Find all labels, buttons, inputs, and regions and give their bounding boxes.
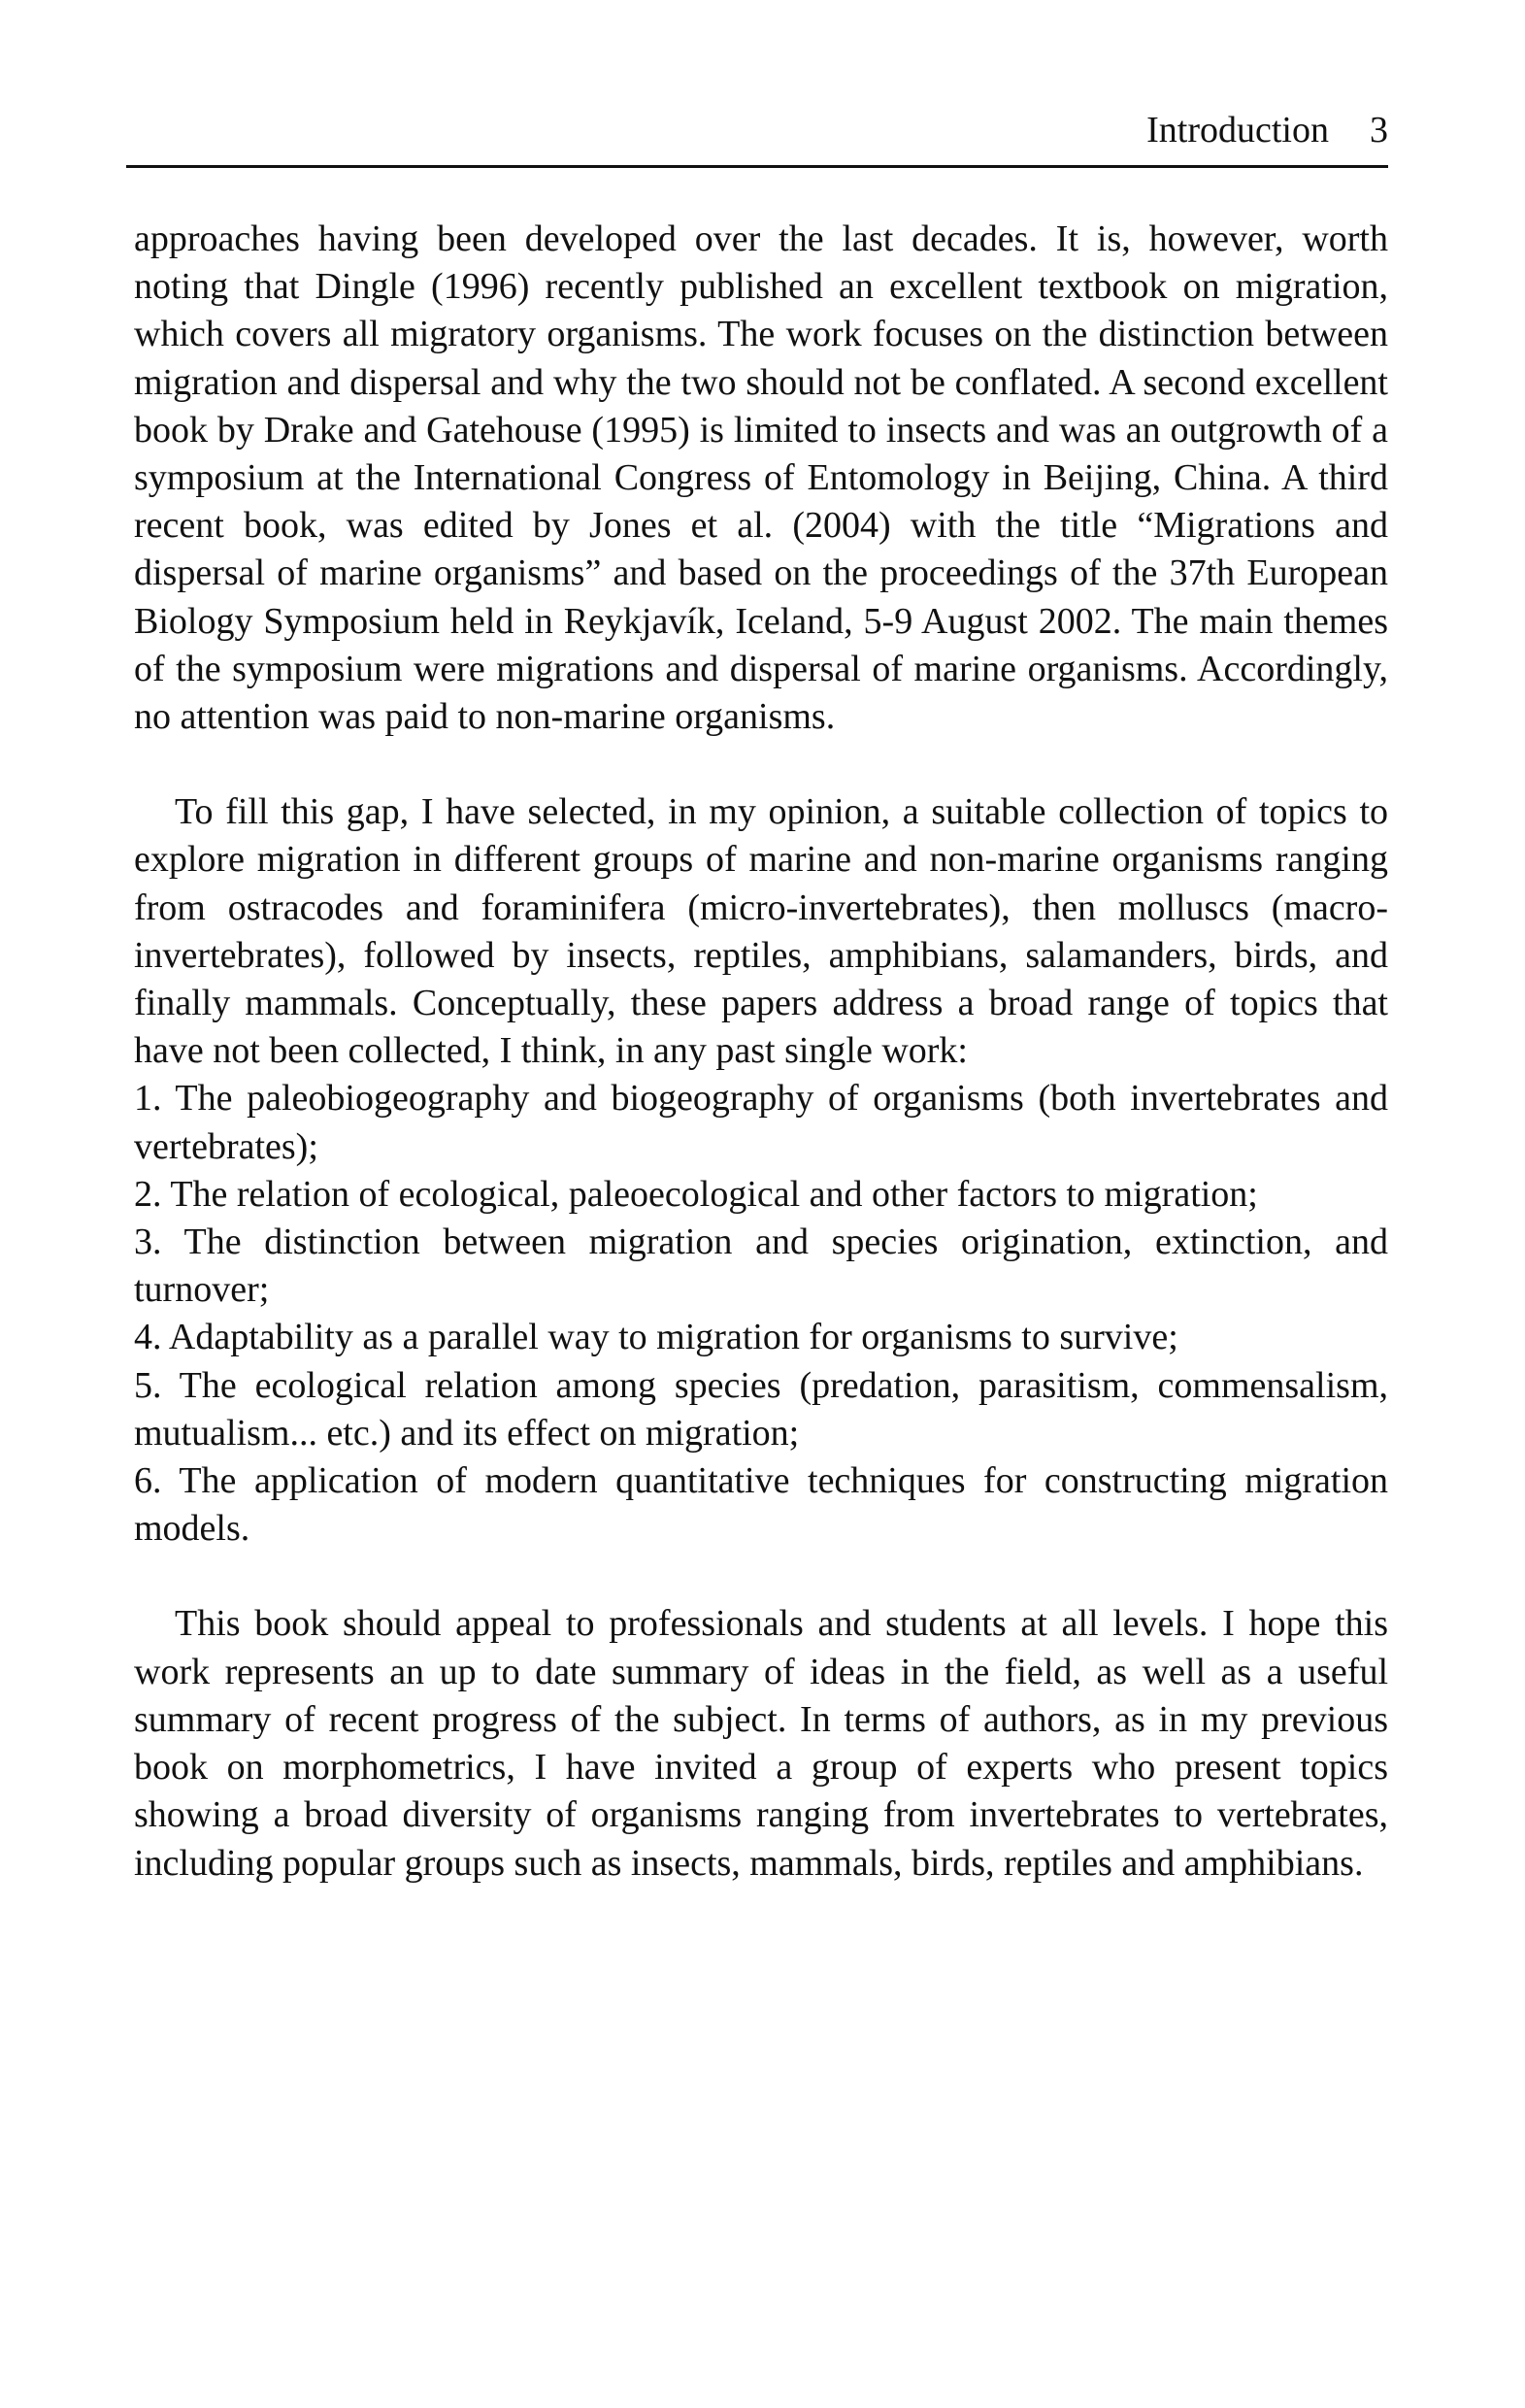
list-item-6: 6. The application of modern quantitative techniques for constructing migration models.	[134, 1460, 1388, 1550]
paragraph-2: To fill this gap, I have selected, in my opinion, a suitable collection of topics to explore migration in different groups of marine and non-marine organisms ranging from ostracodes and foraminifera (micro-invertebrates), then molluscs (macro-invertebrates), followed by insects, reptiles, amphibians, salamanders, birds, and finally mammals. Conceptually, these papers address a broad range of topics that have not been collected, I think, in any past single work:	[134, 791, 1388, 1072]
list-item-2: 2. The relation of ecological, paleoecological and other factors to migration;	[134, 1173, 1258, 1215]
body-text	[134, 216, 1388, 1888]
running-head-title: Introduction	[1146, 110, 1329, 150]
paragraph-3: This book should appeal to professionals and students at all levels. I hope this work represents an up to date summary of ideas in the field, as well as a useful summary of recent progress of the subject. In terms of authors, as in my previous book on morphometrics, I have invited a group of experts who present topics showing a broad diversity of organisms ranging from invertebrates to vertebrates, including popular groups such as insects, mammals, birds, reptiles and amphibians.	[134, 1603, 1388, 1884]
paragraph-1: approaches having been developed over the last decades. It is, however, worth noting that Dingle (1996) recently published an excellent textbook on migration, which covers all migratory organisms. The work focuses on the distinction between migration and dispersal and why the two should not be conflated. A second excellent book by Drake and Gatehouse (1995) is limited to insects and was an outgrowth of a symposium at the International Congress of Entomology in Beijing, China. A third recent book, was edited by Jones et al. (2004) with the title “Migrations and dispersal of marine organisms” and based on the proceedings of the 37th European Biology Symposium held in Reykjavík, Iceland, 5-9 August 2002. The main themes of the symposium were migrations and dispersal of marine organisms. Accordingly, no attention was paid to non-marine organisms.	[134, 218, 1388, 738]
list-item-5: 5. The ecological relation among species (predation, parasitism, commensalism, mutualism... etc.) and its effect on migration;	[134, 1364, 1388, 1454]
list-item-4: 4. Adaptability as a parallel way to migration for organisms to survive;	[134, 1317, 1178, 1358]
running-head	[126, 105, 1388, 155]
page-number: 3	[1370, 110, 1388, 150]
list-item-1: 1. The paleobiogeography and biogeography of organisms (both invertebrates and vertebrates);	[134, 1078, 1388, 1167]
header-rule	[126, 165, 1388, 168]
list-item-3: 3. The distinction between migration and species origination, extinction, and turnover;	[134, 1221, 1388, 1311]
